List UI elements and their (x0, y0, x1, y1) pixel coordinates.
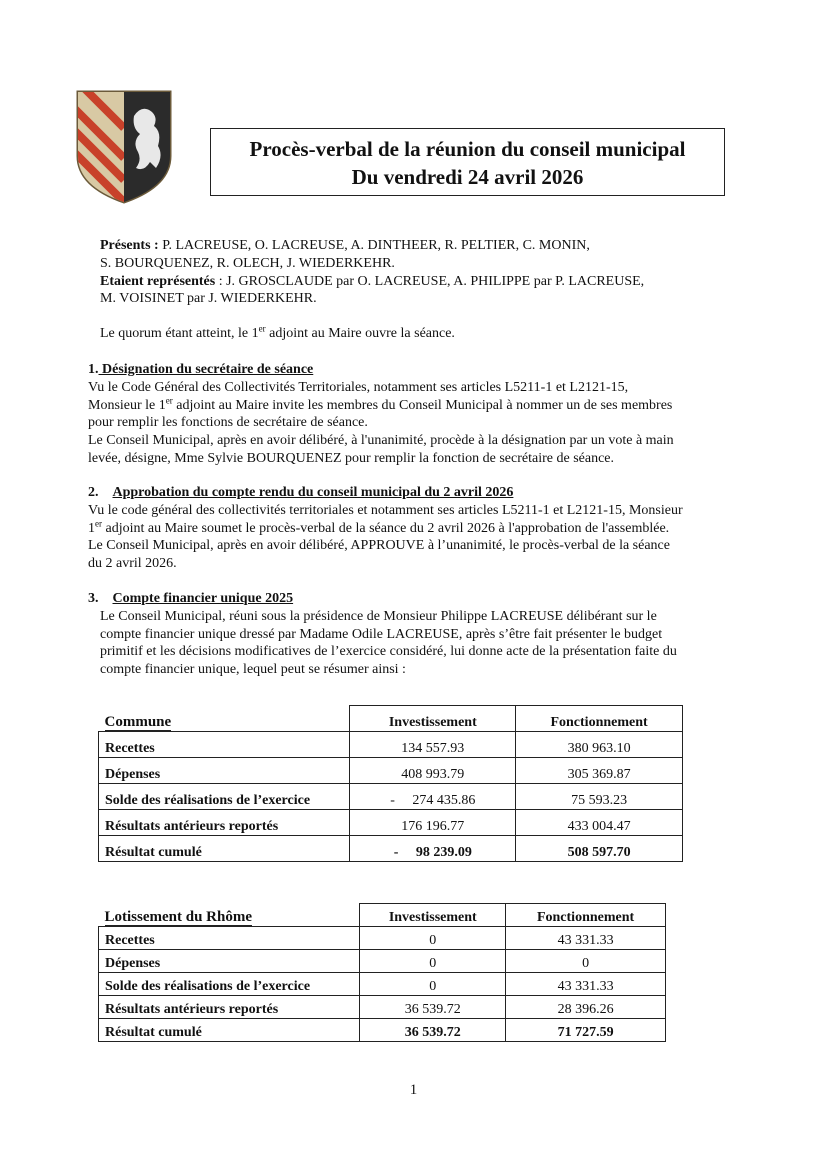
represented-label: Etaient représentés (100, 273, 216, 289)
table-row: Dépenses 0 0 (99, 950, 666, 973)
attendance-block (88, 237, 742, 308)
column-header: Investissement (350, 706, 516, 732)
lotissement-finance-table (98, 903, 666, 1042)
table-row: Résultats antérieurs reportés 36 539.72 28 396.26 (99, 996, 666, 1019)
meeting-date: Du vendredi 24 avril 2026 (351, 165, 584, 189)
section-3: 3. Compte financier unique 2025 Le Conseil Municipal, réuni sous la présidence de Monsieur Philippe LACREUSE délibérant sur le compte financier unique dressé par Madame Odile LACREUSE, après s’être fait présenter le budget primitif et les décisions modificatives de l’exercice considéré, lui donne acte de la présentation faite du compte financier unique, lequel peut se résumer ainsi : (88, 590, 730, 679)
table-row-total: Résultat cumulé - 98 239.09 508 597.70 (99, 836, 683, 862)
table-row: Recettes 0 43 331.33 (99, 927, 666, 950)
present-label: Présents : (100, 238, 159, 253)
column-header: Investissement (360, 904, 506, 927)
document-title: Procès-verbal de la réunion du conseil municipal (249, 137, 686, 161)
section-2-heading: 2. Approbation du compte rendu du conseil municipal du 2 avril 2026 (88, 485, 514, 500)
table-row: Résultats antérieurs reportés 176 196.77 433 004.47 (99, 810, 683, 836)
represented-names-2: M. VOISINET par J. WIEDERKEHR. (100, 291, 317, 307)
page-number: 1 (409, 1082, 418, 1098)
present-names-2: S. BOURQUENEZ, R. OLECH, J. WIEDERKEHR. (100, 255, 395, 271)
coat-of-arms-logo (72, 86, 176, 206)
table-row: Solde des réalisations de l’exercice - 274 435.86 75 593.23 (99, 784, 683, 810)
section-3-heading: 3. Compte financier unique 2025 (88, 591, 294, 606)
table-row: Recettes 134 557.93 380 963.10 (99, 732, 683, 758)
document-title-box (210, 128, 725, 196)
table-header-row (99, 904, 666, 927)
table-caption: Lotissement du Rhôme (99, 904, 360, 927)
table-row: Dépenses 408 993.79 305 369.87 (99, 758, 683, 784)
table-row-total: Résultat cumulé 36 539.72 71 727.59 (99, 1019, 666, 1042)
commune-finance-table (98, 705, 683, 862)
table-caption: Commune (99, 706, 350, 732)
quorum-statement: Le quorum étant atteint, le 1er adjoint au Maire ouvre la séance. (100, 323, 455, 341)
table-header-row (99, 706, 683, 732)
represented-names-1: : J. GROSCLAUDE par O. LACREUSE, A. PHILIPPE par P. LACREUSE, (215, 273, 645, 289)
column-header: Fonctionnement (516, 706, 683, 732)
section-2: 2. Approbation du compte rendu du conseil municipal du 2 avril 2026 Vu le code général des collectivités territoriales et notamment ses articles L5211-1 et L2121-15, Monsieur 1er adjoint au Maire soumet le procès-verbal de la séance du 2 avril 2026 à l'approbation de l'assemblée. Le Conseil Municipal, après en avoir délibéré, APPROUVE à l’unanimité, le procès-verbal de la séance du 2 avril 2026. (88, 484, 730, 573)
section-1: 1. Désignation du secrétaire de séance Vu le Code Général des Collectivités Territoriales, notamment ses articles L5211-1 et L2121-15, Monsieur le 1er adjoint au Maire invite les membres du Conseil Municipal à nommer un de ses membres pour remplir les fonctions de secrétaire de séance. Le Conseil Municipal, après en avoir délibéré, à l'unanimité, procède à la désignation par un vote à main levée, désigne, Mme Sylvie BOURQUENEZ pour remplir la fonction de secrétaire de séance. (88, 361, 730, 468)
section-1-heading: 1. Désignation du secrétaire de séance (88, 362, 314, 377)
present-names-1: P. LACREUSE, O. LACREUSE, A. DINTHEER, R. PELTIER, C. MONIN, (158, 238, 590, 253)
column-header: Fonctionnement (506, 904, 666, 927)
table-row: Solde des réalisations de l’exercice 0 43 331.33 (99, 973, 666, 996)
